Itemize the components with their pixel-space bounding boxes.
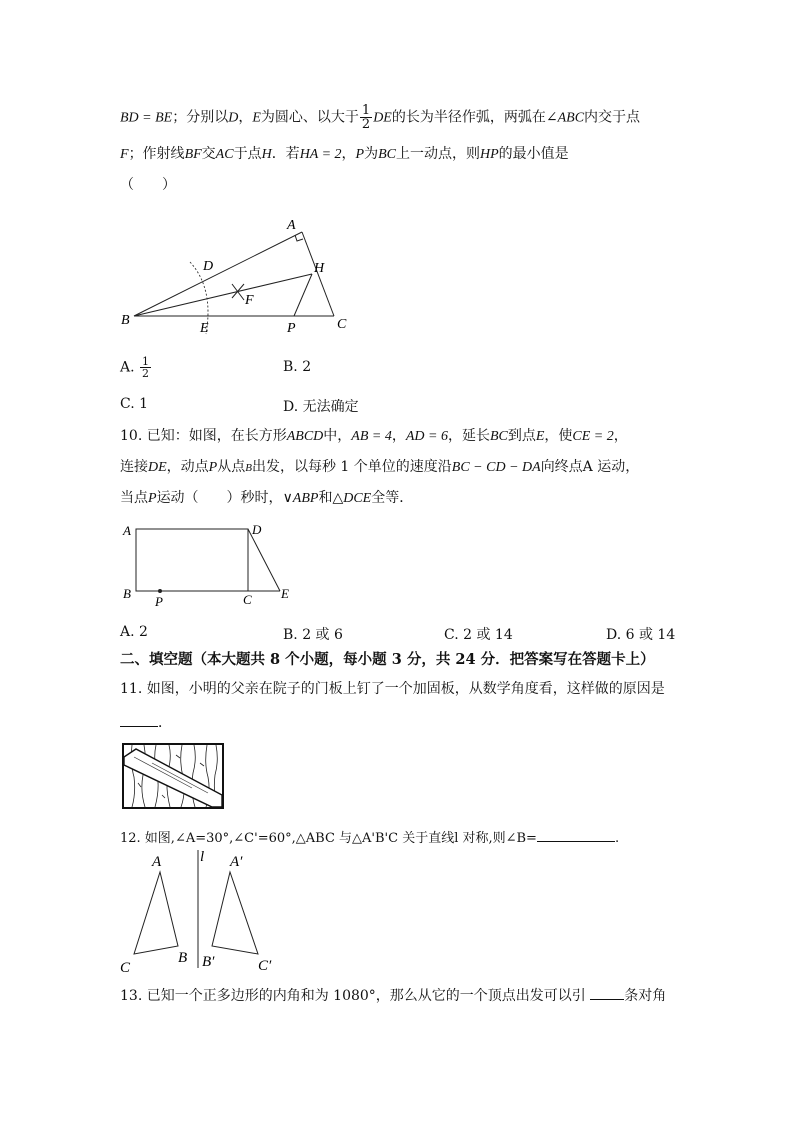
q10-var: P (148, 491, 157, 506)
label-E: E (200, 321, 209, 336)
q10-equation: CE = 2 (572, 429, 614, 444)
q10-text: 当点 (120, 490, 148, 506)
label-B: B (123, 586, 131, 601)
q11-figure (122, 743, 224, 809)
q9-text: ；分别以 (172, 109, 229, 126)
q11-end: ． (158, 715, 172, 731)
label-D: D (203, 259, 214, 274)
fraction-denominator: 2 (142, 367, 150, 380)
q10-equation: AB = 4 (351, 429, 392, 444)
q10-text: 从点 (217, 459, 246, 475)
q10-text: ，动点 (166, 459, 209, 475)
q10-option-a[interactable]: A. 2 (120, 624, 148, 640)
label-A: A (152, 854, 162, 870)
q11-text: 11. 如图，小明的父亲在院子的门板上钉了一个加固板，从数学角度看，这样做的原因是 (120, 681, 665, 697)
q12-text: 12. 如图,∠A=30°,∠C'=60°,△ABC 与△A'B'C 关于直线l 对称,则∠B= (120, 831, 537, 846)
q9-var: BF (184, 147, 202, 162)
q9-var: F (120, 147, 129, 162)
q12-answer-blank[interactable] (537, 828, 615, 842)
q13-text-end: 条对角 (624, 988, 667, 1004)
right-angle-mark (295, 235, 303, 241)
q11-answer-blank[interactable] (120, 712, 158, 727)
label-F: F (245, 293, 254, 308)
q9-var: BC (378, 147, 396, 162)
q9-var: E (252, 110, 261, 126)
section-heading: 二、填空题（本大题共 8 个小题，每小题 3 分，共 24 分．把答案写在答题卡上） (120, 651, 655, 668)
q10-triangle: △DCE (332, 491, 372, 506)
q10-text: 向终点A 运动， (540, 459, 640, 475)
q10-var: ABCD (286, 429, 324, 444)
q9-text: 内交于点 (584, 109, 641, 126)
segment-HP (294, 274, 312, 316)
q9-var: AC (215, 147, 234, 162)
q12-line (120, 828, 619, 848)
q10-line-3 (120, 489, 413, 508)
q9-var: P (355, 147, 365, 162)
q9-text: 于点 (233, 146, 262, 162)
q12-end: . (614, 831, 620, 846)
q9-option-b[interactable]: B. 2 (283, 359, 312, 375)
point-P (158, 589, 162, 593)
fraction-numerator: 1 (361, 103, 371, 118)
q10-text: ，延长 (447, 428, 490, 444)
option-letter: A. (120, 359, 135, 376)
q9-option-c[interactable]: C. 1 (120, 396, 149, 412)
triangle-ABC (134, 872, 178, 954)
label-H: H (314, 261, 325, 276)
q9-text: 为圆心、以大于 (260, 109, 359, 126)
label-B: B (178, 950, 188, 966)
q10-path: BC − CD − DA (451, 460, 541, 475)
label-C: C (243, 592, 252, 607)
label-C-prime: C′ (258, 958, 272, 974)
rectangle-ABCD (136, 529, 248, 591)
q13-text: 13. 已知一个正多边形的内角和为 1080°，那么从它的一个顶点出发可以引 (120, 988, 586, 1004)
label-D: D (252, 522, 262, 537)
q9-var: ABC (557, 110, 585, 126)
q9-text: 的最小值是 (498, 146, 569, 162)
q9-text: 交 (201, 146, 216, 162)
label-B: B (121, 313, 130, 328)
ray-BH (134, 274, 312, 316)
q9-figure (118, 214, 358, 338)
q10-equation: AD = 6 (405, 429, 448, 444)
label-B-prime: B′ (202, 954, 215, 970)
q9-equation: BD = BE (120, 110, 173, 126)
q9-fraction (360, 104, 372, 131)
q10-text: ， (391, 428, 406, 444)
q9-text: ， (238, 109, 253, 126)
q9-line-2 (120, 145, 569, 164)
segment-DE (248, 529, 280, 591)
label-A-prime: A′ (230, 854, 243, 870)
q9-var: H (261, 147, 272, 162)
q10-text: ，使 (544, 428, 573, 444)
q10-text: 中， (323, 428, 352, 444)
q10-text: 连接 (120, 459, 148, 475)
q10-var: P (208, 460, 218, 475)
q10-line-1 (120, 427, 628, 446)
q10-figure (120, 520, 300, 610)
q9-text: ．若 (271, 146, 300, 162)
q10-text: 出发，以每秒 1 个单位的速度沿 (251, 459, 452, 475)
label-A: A (123, 523, 131, 538)
label-C: C (120, 960, 131, 976)
q9-line-1 (120, 104, 640, 131)
q10-option-b[interactable]: B. 2 或 6 (283, 627, 343, 643)
q11-blank-line (120, 712, 172, 732)
q9-equation: HA = 2 (299, 147, 342, 162)
q9-var: DE (373, 110, 392, 126)
q12-figure (118, 848, 288, 976)
q10-option-c[interactable]: C. 2 或 14 (444, 627, 513, 643)
q9-option-d[interactable]: D. 无法确定 (283, 399, 359, 415)
label-A: A (287, 218, 296, 233)
q10-text: 全等． (371, 490, 414, 506)
q10-var: BC (489, 429, 508, 444)
label-C: C (337, 317, 347, 332)
q10-option-d[interactable]: D. 6 或 14 (606, 627, 676, 643)
q9-text: 为 (364, 146, 379, 162)
triangle-A2B2C2 (212, 872, 258, 954)
q9-text: 的长为半径作弧，两弧在∠ (391, 109, 558, 126)
q9-option-a[interactable] (120, 356, 152, 379)
q9-text: ；作射线 (128, 146, 185, 162)
q10-var: E (535, 429, 545, 444)
q10-line-2 (120, 458, 639, 477)
fraction-numerator: 1 (142, 355, 150, 368)
q10-text: 和 (318, 490, 333, 506)
q9-answer-paren: （ ） (120, 177, 176, 193)
option-fraction (140, 356, 151, 379)
segment-BA (134, 232, 302, 316)
q9-var: D (228, 110, 239, 126)
fraction-denominator: 2 (361, 117, 371, 132)
q13-answer-blank[interactable] (590, 985, 624, 1000)
q10-text: 到点 (507, 428, 536, 444)
q9-var: HP (480, 147, 499, 162)
q9-text: ， (341, 146, 356, 162)
q10-text: 10. 已知：如图，在长方形 (120, 428, 287, 444)
q13-line (120, 985, 666, 1005)
q10-var: DE (148, 460, 167, 475)
q9-text: 上一动点，则 (396, 146, 480, 162)
q10-var: B (245, 462, 252, 474)
q10-text: ， (613, 428, 628, 444)
label-l: l (200, 849, 205, 865)
q10-text: 运动（ ）秒时， (156, 490, 283, 506)
q10-triangle: ∨ABP (282, 491, 319, 506)
label-P: P (155, 594, 163, 609)
label-P: P (287, 321, 296, 336)
label-E: E (281, 586, 289, 601)
